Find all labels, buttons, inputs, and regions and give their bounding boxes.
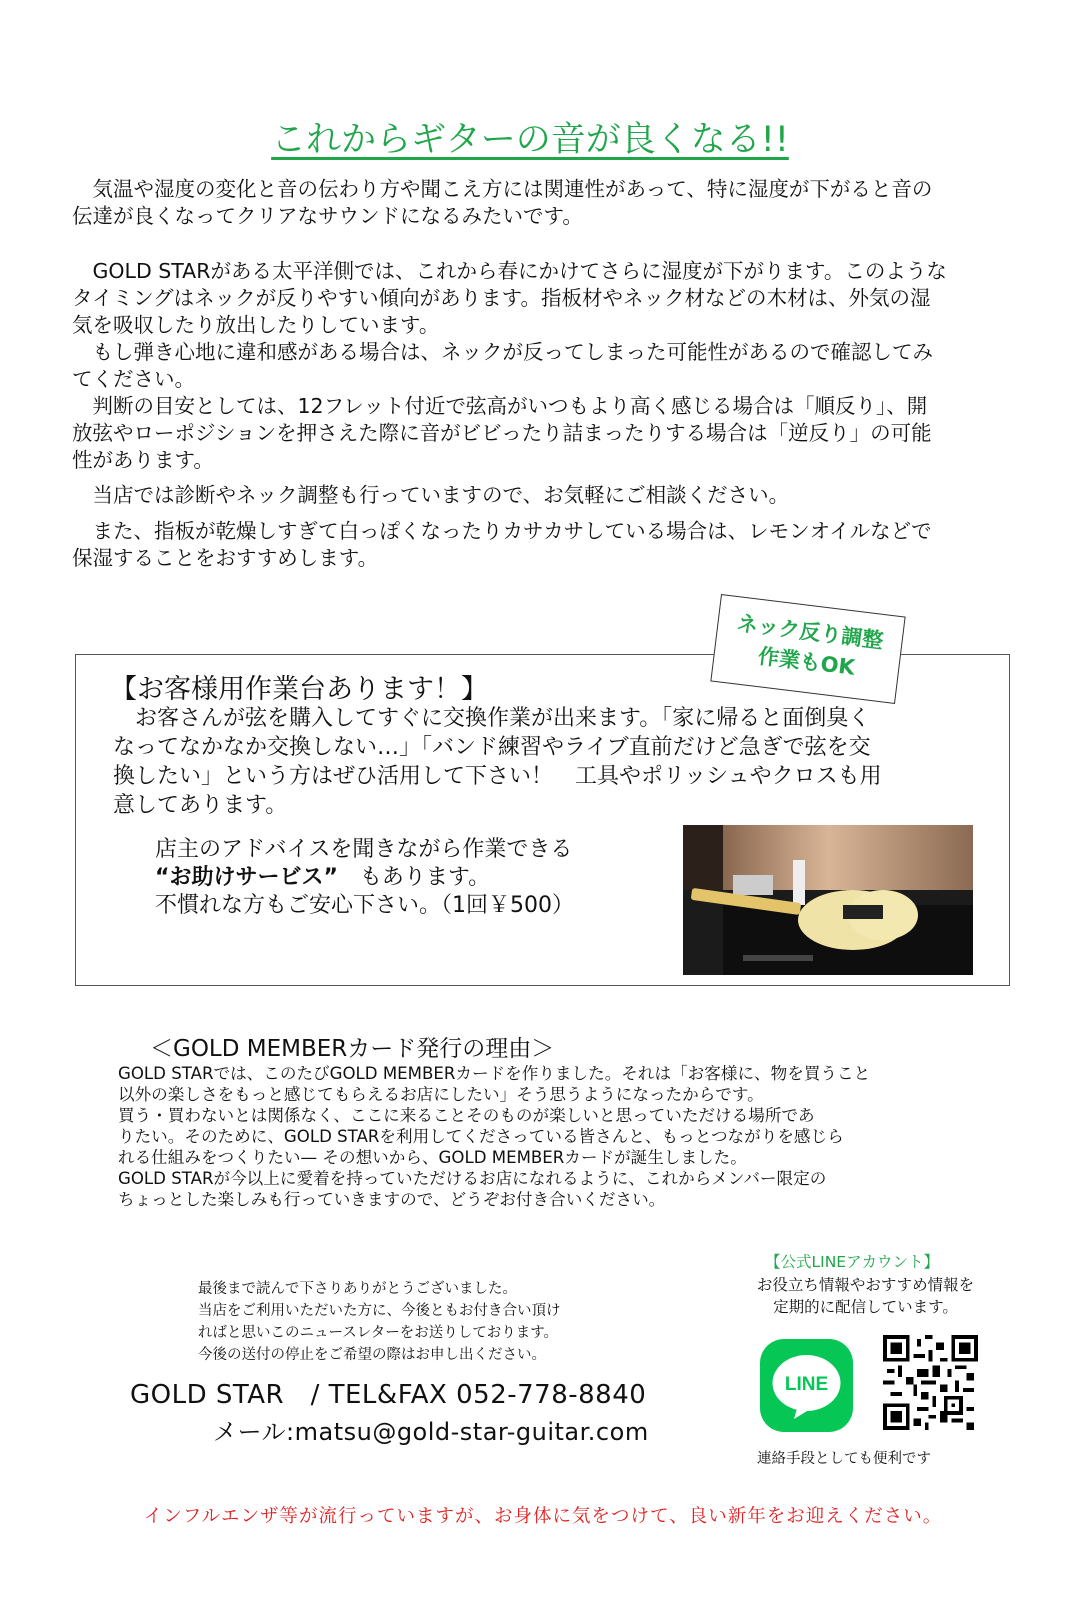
gold-member-title: ＜GOLD MEMBERカード発行の理由＞: [150, 1036, 555, 1062]
stamp-text: ネック反り調整 作業もOK: [735, 611, 885, 680]
line-logo-text: LINE: [784, 1374, 829, 1395]
help-service-text: [155, 836, 675, 920]
help-service-line-1: 店主のアドバイスを聞きながら作業できる: [155, 837, 573, 862]
help-service-line-2-rest: もあります。: [337, 865, 491, 890]
help-service-name: “お助けサービス”: [155, 865, 338, 890]
help-service-line-2: [155, 864, 675, 892]
shop-contact-line: GOLD STAR / TEL&FAX 052-778-8840: [130, 1380, 647, 1410]
workbench-description: お客さんが弦を購入してすぐに交換作業が出来ます。「家に帰ると面倒臭く なってなかなか交換しない…」「バンド練習やライブ直前だけど急ぎで弦を交 換したい」という方はぜひ活用して下さい！ 工具やポリッシュやクロスも用 意してあります。: [113, 706, 882, 818]
shop-email-line: メール:matsu@gold-star-guitar.com: [213, 1418, 649, 1446]
consultation-paragraph: 当店では診断やネック調整も行っていますので、お気軽にご相談ください。: [72, 483, 790, 507]
line-account-description: お役立ち情報やおすすめ情報を 定期的に配信しています。: [756, 1276, 975, 1316]
newsletter-title: これからギターの音が良くなる!!: [271, 120, 789, 160]
line-account-footer: 連絡手段としても便利です: [757, 1451, 931, 1467]
thank-you-note: 最後まで読んで下さりありがとうございました。 当店をご利用いただいた方に、今後ともお付き合い頂け ればと思いこのニュースレターをお送りしております。 今後の送付の停止をご希望の際はお申し出ください。: [198, 1281, 561, 1363]
gold-member-body: GOLD STARでは、このたびGOLD MEMBERカードを作りました。それは「お客様に、物を買うこと 以外の楽しさをもっと感じてもらえるお店にしたい」そう思うようになったからです。 買う・買わないとは関係なく、ここに来ることそのものが楽しいと思っていただける場所であ りたい。そのために、GOLD STARを利用してくださっている皆さんと、もっとつながりを感じら れる仕組みをつくりたい— その想いから、GOLD MEMBERカードが誕生しました。 GOLD STARが今以上に愛着を持っていただけるお店になれるように、これからメンバー限定の ちょっとした楽しみも行っていきますので、どうぞお付き合いください。: [118, 1064, 871, 1209]
line-logo-icon[interactable]: [760, 1339, 853, 1432]
line-account-heading: 【公式LINEアカウント】: [765, 1253, 939, 1271]
neck-warp-paragraph: GOLD STARがある太平洋側では、これから春にかけてさらに湿度が下がります。このような タイミングはネックが反りやすい傾向があります。指板材やネック材などの木材は、外気の湿 気を吸収したり放出したりしています。 もし弾き心地に違和感がある場合は、ネックが反ってしまった可能性があるので確認してみ てください。 判断の目安としては、12フレット付近で弦高がいつもより高く感じる場合は「順反り」、開 放弦やローポジションを押さえた際に音がビビったり詰まったりする場合は「逆反り」の可能 性があります。: [72, 259, 947, 472]
intro-paragraph: 気温や湿度の変化と音の伝わり方や聞こえ方には関連性があって、特に湿度が下がると音の 伝達が良くなってクリアなサウンドになるみたいです。: [72, 177, 933, 228]
workbench-title: 【お客様用作業台あります！】: [110, 674, 488, 705]
seasonal-greeting: インフルエンザ等が流行っていますが、お身体に気をつけて、良い新年をお迎えください。: [143, 1506, 943, 1527]
help-service-line-3: 不慣れな方もご安心下さい。（1回￥500）: [155, 893, 574, 918]
lemon-oil-paragraph: また、指板が乾燥しすぎて白っぽくなったりカサカサしている場合は、レモンオイルなどで 保湿することをおすすめします。: [72, 519, 932, 570]
qr-code-icon[interactable]: [883, 1335, 978, 1430]
workbench-photo: [683, 825, 973, 975]
